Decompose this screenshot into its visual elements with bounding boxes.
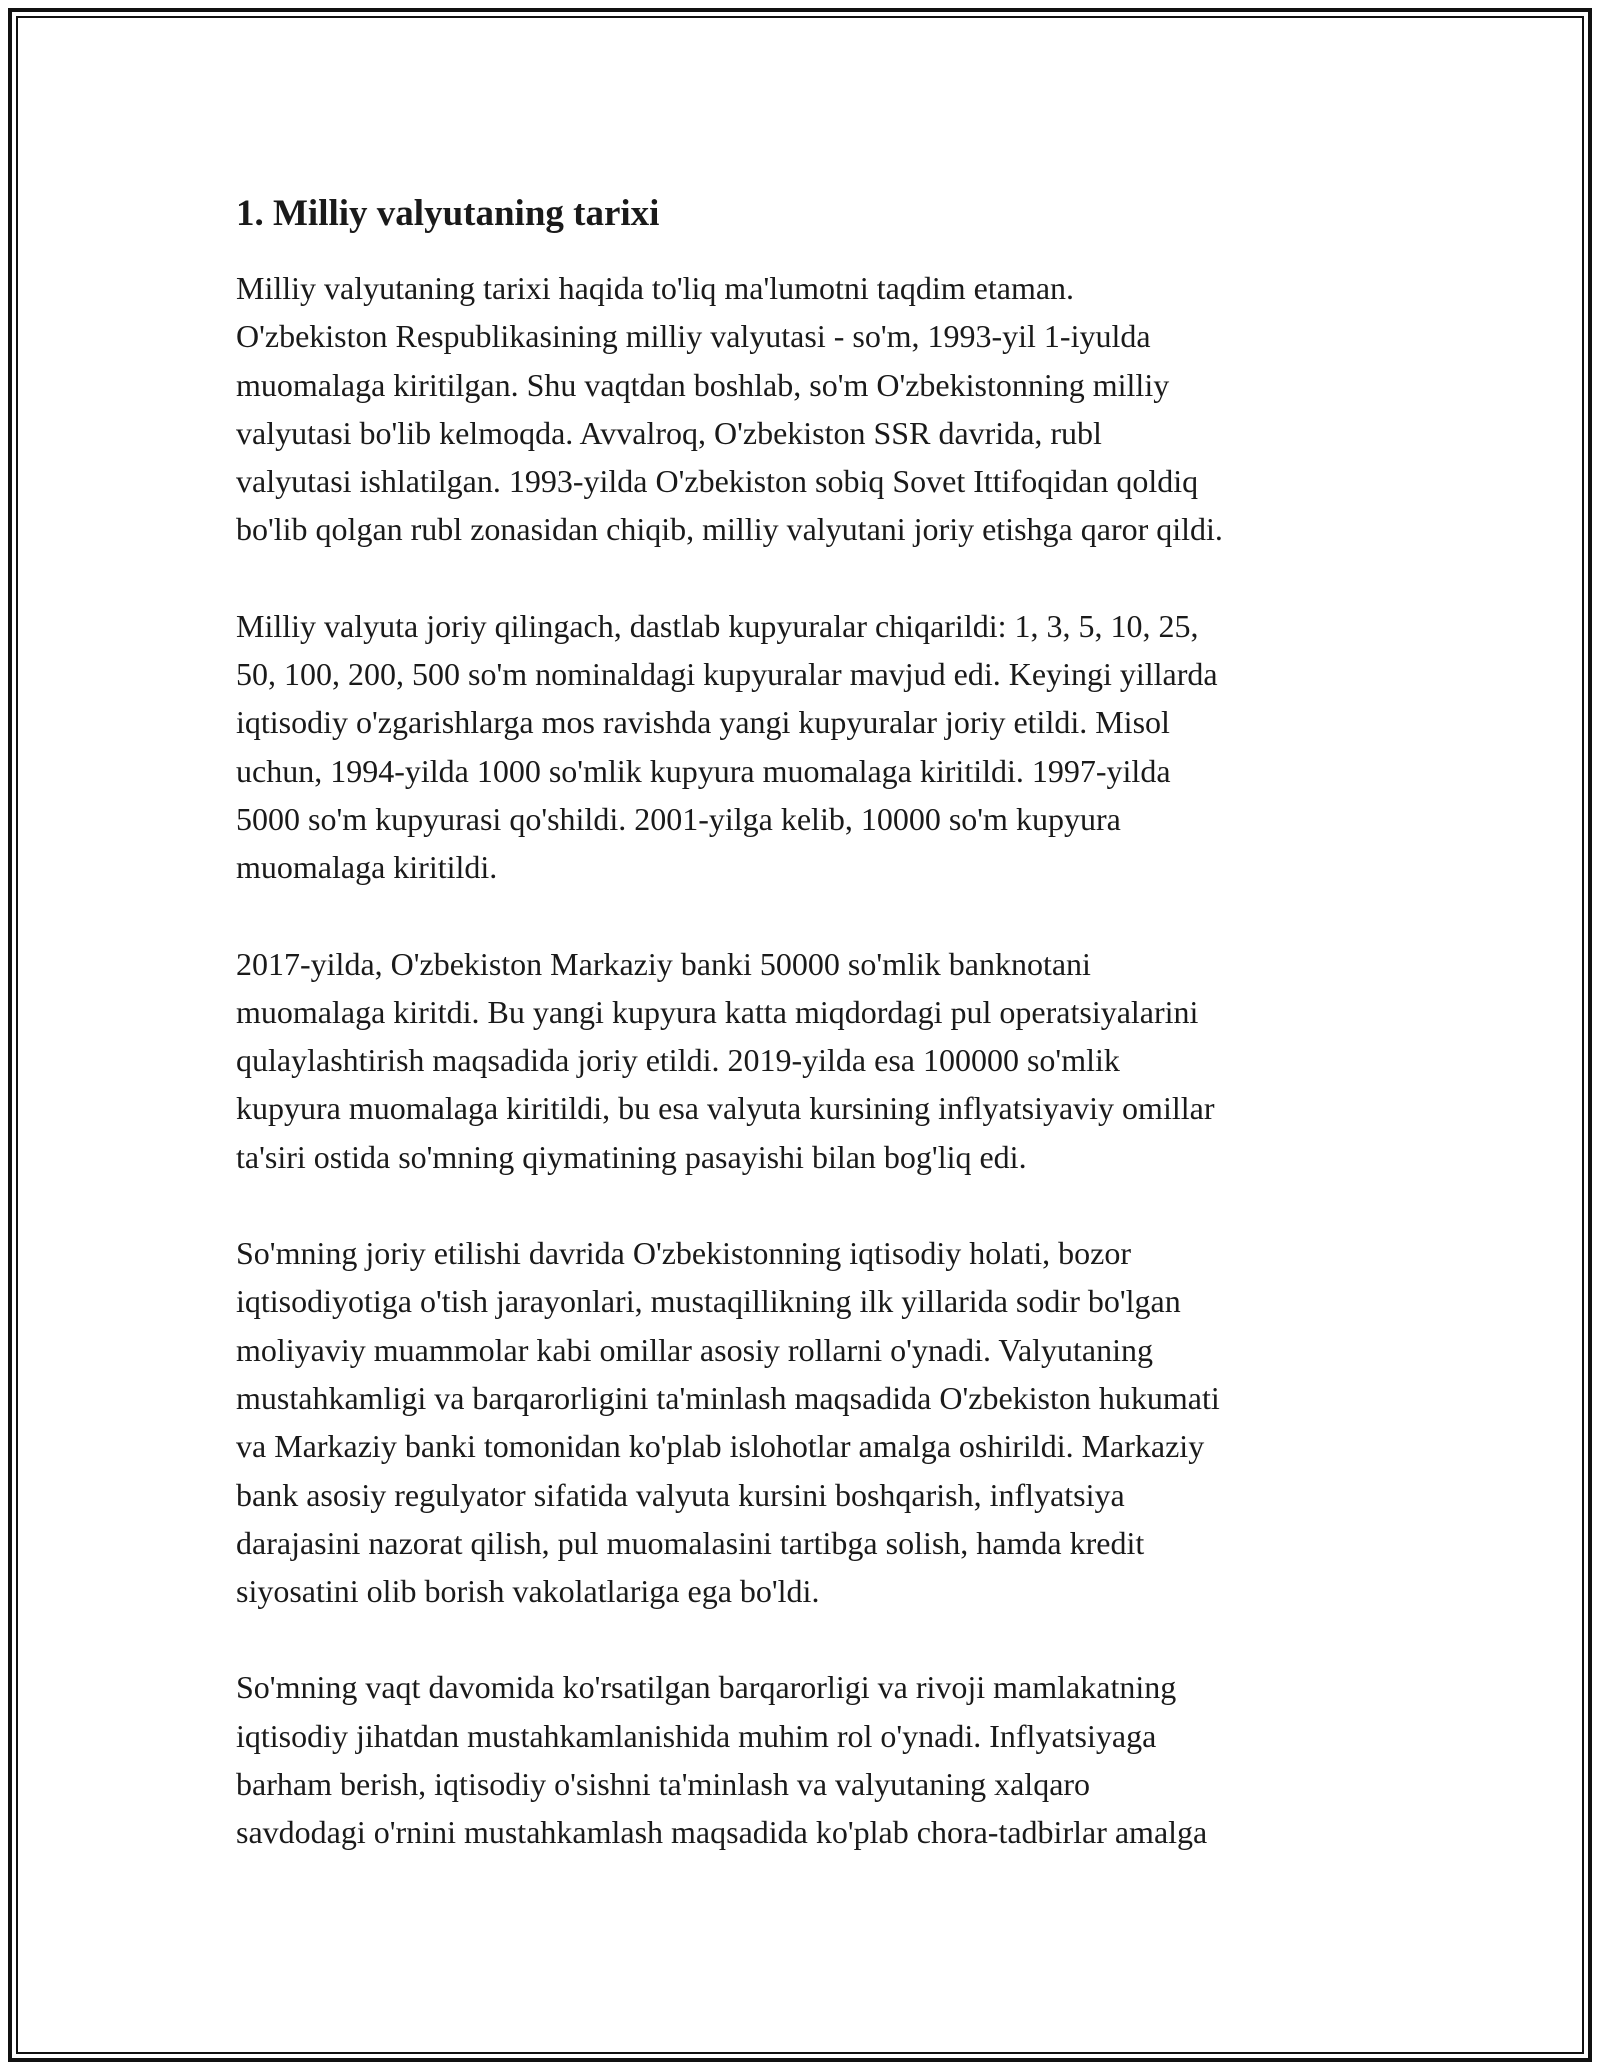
text-line: So'mning joriy etilishi davrida O'zbekistonning iqtisodiy holati, bozor xyxy=(236,1235,1131,1272)
text-line: iqtisodiyotiga o'tish jarayonlari, mustaqillikning ilk yillarida sodir bo'lgan xyxy=(236,1283,1181,1320)
text-line: Milliy valyutaning tarixi haqida to'liq ma'lumotni taqdim etaman. xyxy=(236,270,1075,306)
text-line: moliyaviy muammolar kabi omillar asosiy rollarni o'ynadi. Valyutaning xyxy=(236,1331,1154,1368)
text-line: Milliy valyuta joriy qilingach, dastlab kupyuralar chiqarildi: 1, 3, 5, 10, 25, xyxy=(236,607,1199,644)
text-line: muomalaga kiritdi. Bu yangi kupyura katta miqdordagi pul operatsiyalarini xyxy=(236,993,1199,1030)
text-line: kupyura muomalaga kiritildi, bu esa valyuta kursining inflyatsiyaviy omillar xyxy=(236,1090,1215,1127)
text-line: valyutasi ishlatilgan. 1993-yilda O'zbekiston sobiq Sovet Ittifoqidan qoldiq xyxy=(236,463,1199,500)
paragraph-new-notes xyxy=(236,940,1386,1181)
text-line: siyosatini olib borish vakolatlariga ega bo'ldi. xyxy=(236,1573,820,1610)
text-line: O'zbekiston Respublikasining milliy valyutasi - so'm, 1993-yil 1-iyulda xyxy=(236,318,1151,355)
text-line: bank asosiy regulyator sifatida valyuta kursini boshqarish, inflyatsiya xyxy=(236,1476,1125,1513)
text-line: uchun, 1994-yilda 1000 so'mlik kupyura muomalaga kiritildi. 1997-yilda xyxy=(236,752,1171,789)
section-heading: 1. Milliy valyutaning tarixi xyxy=(236,193,660,234)
text-line: valyutasi bo'lib kelmoqda. Avvalroq, O'zbekiston SSR davrida, rubl xyxy=(236,414,1102,451)
text-line: muomalaga kiritildi. xyxy=(236,849,498,886)
text-line: 50, 100, 200, 500 so'm nominaldagi kupyuralar mavjud edi. Keyingi yillarda xyxy=(236,656,1218,693)
text-line: savdodagi o'rnini mustahkamlash maqsadida ko'plab chora-tadbirlar amalga xyxy=(236,1814,1208,1851)
paragraph-stability xyxy=(236,1663,1386,1856)
paragraph-economic-context xyxy=(236,1229,1386,1615)
text-line: iqtisodiy jihatdan mustahkamlanishida muhim rol o'ynadi. Inflyatsiyaga xyxy=(236,1717,1157,1754)
text-line: iqtisodiy o'zgarishlarga mos ravishda yangi kupyuralar joriy etildi. Misol xyxy=(236,704,1170,741)
text-line: darajasini nazorat qilish, pul muomalasini tartibga solish, hamda kredit xyxy=(236,1524,1145,1561)
text-line: va Markaziy banki tomonidan ko'plab islohotlar amalga oshirildi. Markaziy xyxy=(236,1428,1205,1465)
document-body xyxy=(236,188,1386,1905)
paragraph-history-intro xyxy=(236,264,1386,554)
text-line: ta'siri ostida so'mning qiymatining pasayishi bilan bog'liq edi. xyxy=(236,1138,1027,1175)
text-line: mustahkamligi va barqarorligini ta'minlash maqsadida O'zbekiston hukumati xyxy=(236,1379,1220,1416)
text-line: 2017-yilda, O'zbekiston Markaziy banki 50000 so'mlik banknotani xyxy=(236,945,1091,982)
text-line: 5000 so'm kupyurasi qo'shildi. 2001-yilga kelib, 10000 so'm kupyura xyxy=(236,800,1121,837)
text-line: So'mning vaqt davomida ko'rsatilgan barqarorligi va rivoji mamlakatning xyxy=(236,1669,1177,1706)
text-line: bo'lib qolgan rubl zonasidan chiqib, milliy valyutani joriy etishga qaror qildi. xyxy=(236,511,1223,548)
paragraph-banknotes xyxy=(236,602,1386,892)
text-line: barham berish, iqtisodiy o'sishni ta'minlash va valyutaning xalqaro xyxy=(236,1766,1091,1803)
text-line: qulaylashtirish maqsadida joriy etildi. 2019-yilda esa 100000 so'mlik xyxy=(236,1042,1120,1079)
text-line: muomalaga kiritilgan. Shu vaqtdan boshlab, so'm O'zbekistonning milliy xyxy=(236,366,1170,403)
